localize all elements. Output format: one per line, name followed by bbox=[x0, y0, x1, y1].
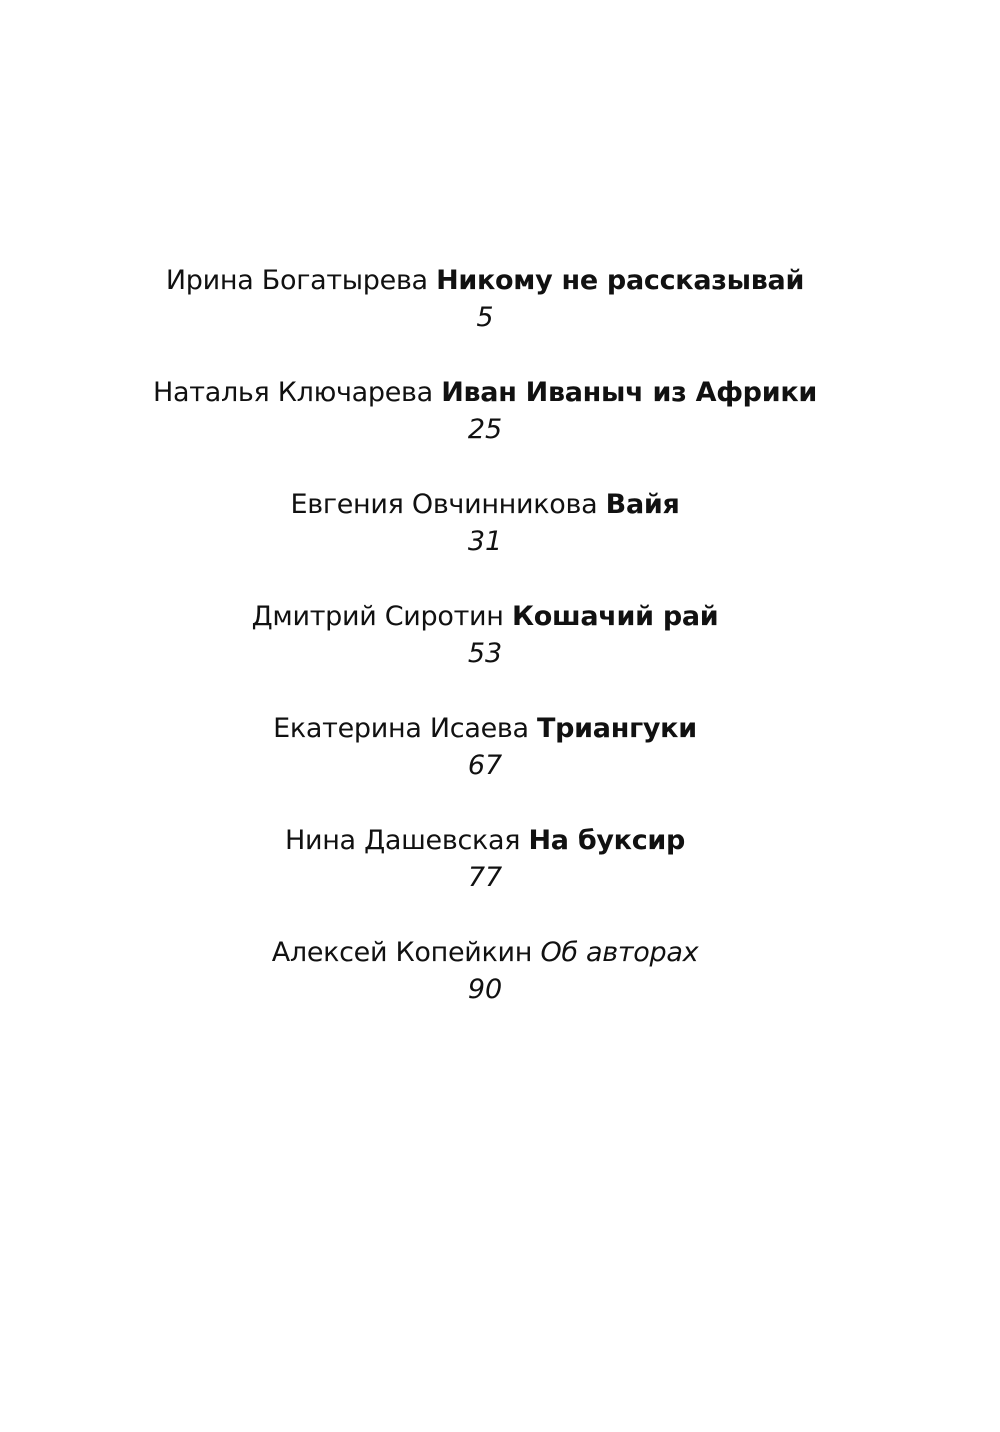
toc-entry-line bbox=[0, 486, 970, 523]
toc-entry bbox=[0, 934, 970, 1008]
toc-author: Дмитрий Сиротин bbox=[251, 601, 504, 632]
toc-entry bbox=[0, 486, 970, 560]
toc-entry bbox=[0, 374, 970, 448]
toc-title: Вайя bbox=[605, 489, 680, 520]
toc-entry-line bbox=[0, 262, 970, 299]
toc-page-number: 25 bbox=[467, 414, 503, 445]
toc-title: Никому не рассказывай bbox=[436, 265, 805, 296]
toc-entry-line bbox=[0, 822, 970, 859]
toc-page-number: 90 bbox=[467, 974, 503, 1005]
toc-page-number: 77 bbox=[467, 862, 503, 893]
toc-entry-line bbox=[0, 598, 970, 635]
toc-author: Нина Дашевская bbox=[284, 825, 521, 856]
toc-page-number: 53 bbox=[467, 638, 503, 669]
toc-author: Евгения Овчинникова bbox=[290, 489, 598, 520]
toc-title: Кошачий рай bbox=[511, 601, 719, 632]
toc-entry bbox=[0, 710, 970, 784]
toc-page-number: 31 bbox=[467, 526, 503, 557]
toc-entry bbox=[0, 822, 970, 896]
toc-title: Триангуки bbox=[537, 713, 697, 744]
toc-author: Ирина Богатырева bbox=[165, 265, 428, 296]
toc-entry-line bbox=[0, 374, 970, 411]
toc-title: Об авторах bbox=[540, 937, 699, 968]
toc-author: Наталья Ключарева bbox=[153, 377, 433, 408]
toc-page-number: 67 bbox=[467, 750, 503, 781]
toc-author: Екатерина Исаева bbox=[273, 713, 529, 744]
table-of-contents bbox=[0, 262, 970, 1046]
toc-entry bbox=[0, 598, 970, 672]
toc-entry-line bbox=[0, 710, 970, 747]
toc-entry bbox=[0, 262, 970, 336]
toc-author: Алексей Копейкин bbox=[271, 937, 533, 968]
toc-page-number: 5 bbox=[476, 302, 494, 333]
toc-title: На буксир bbox=[528, 825, 686, 856]
toc-entry-line bbox=[0, 934, 970, 971]
toc-title: Иван Иваныч из Африки bbox=[441, 377, 817, 408]
